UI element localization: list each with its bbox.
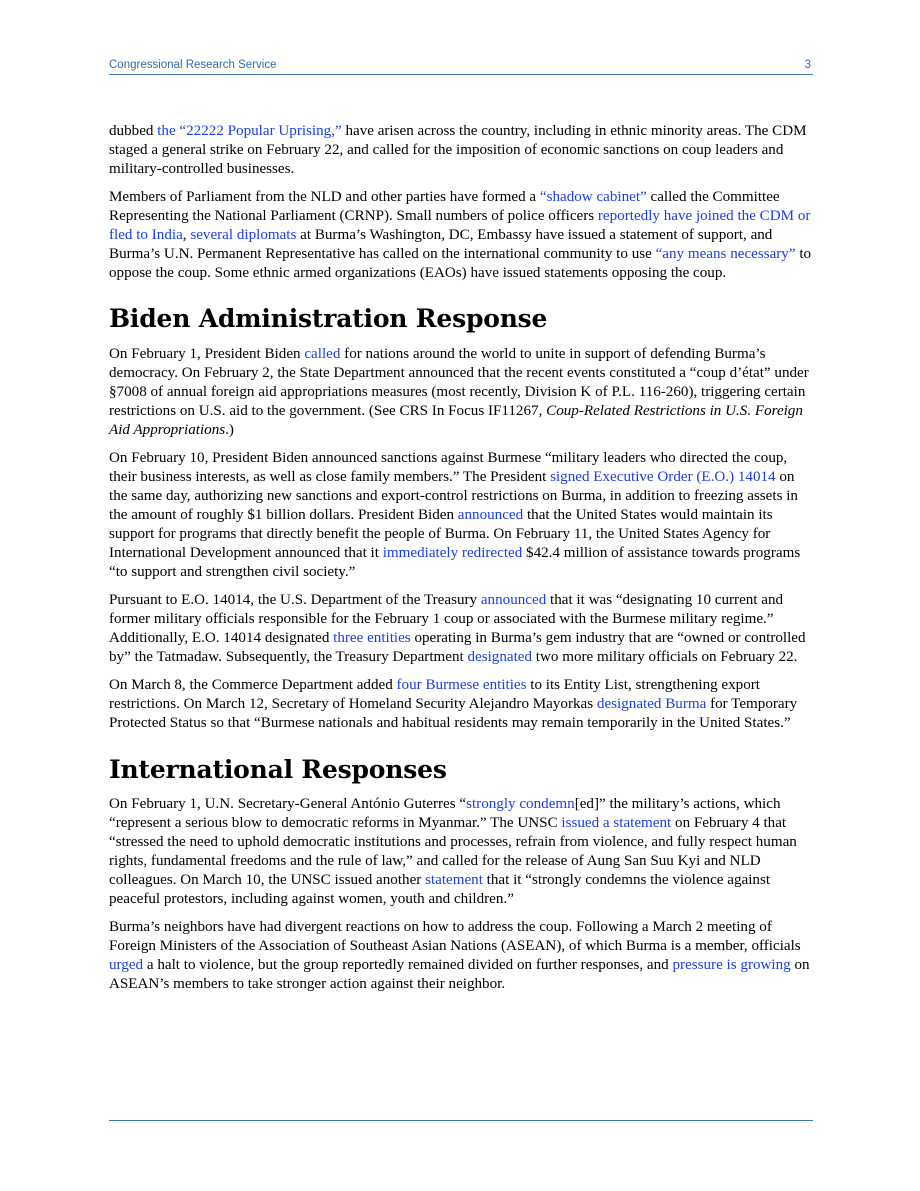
link-strongly-condemn[interactable]: strongly condemn: [466, 796, 575, 812]
link-urged[interactable]: urged: [109, 957, 144, 973]
text-span: [ed]” the military’s actions, which “represent a serious blow to democratic reforms in Myanmar.” The UNSC: [109, 796, 781, 831]
page-number: 3: [804, 59, 811, 71]
text-span: on February 4 that “stressed the need to uphold democratic institutions and processes, refrain from violence, and fully respect human rights, fundamental freedoms and the rule of law,” and called for the release of Aung San Suu Kyi and NLD colleagues. On March 10, the UNSC issued another: [109, 815, 797, 888]
link-designated-burma[interactable]: designated Burma: [596, 696, 707, 712]
heading-international-responses: International Responses: [109, 755, 447, 784]
paragraph-un: [109, 795, 813, 909]
text-span: that it was “designating 10 current and former military officials responsible for the February 1 coup or associated with the Burmese military regime.” Additionally, E.O. 14014 designated: [109, 592, 784, 646]
link-treasury-announced[interactable]: announced: [480, 592, 547, 608]
link-executive-order[interactable]: signed Executive Order (E.O.) 14014: [550, 469, 776, 485]
link-called[interactable]: called: [304, 346, 341, 362]
link-popular-uprising[interactable]: the “22222 Popular Uprising,”: [157, 123, 342, 139]
text-span: on the same day, authorizing new sanctions and export-control restrictions on Burma, in addition to freezing assets in the amount of roughly $1 billion dollars. President Biden: [109, 469, 798, 523]
paragraph-commerce: [109, 676, 813, 733]
text-span: On February 10, President Biden announced sanctions against Burmese “military leaders who directed the coup, their business interests, as well as close family members.” The President: [109, 450, 788, 485]
paragraph-treasury: [109, 591, 813, 667]
text-span: two more military officials on February 22.: [532, 649, 798, 665]
text-span: .): [225, 422, 234, 438]
text-span: Members of Parliament from the NLD and other parties have formed a: [109, 189, 540, 205]
text-span: Pursuant to E.O. 14014, the U.S. Department of the Treasury: [109, 592, 481, 608]
link-statement[interactable]: statement: [425, 872, 483, 888]
text-span: to oppose the coup. Some ethnic armed organizations (EAOs) have issued statements opposing the coup.: [109, 246, 812, 281]
text-span: that it “strongly condemns the violence against peaceful protestors, including against women, youth and children.”: [109, 872, 771, 907]
link-several-diplomats[interactable]: several diplomats: [190, 227, 297, 243]
text-span: a halt to violence, but the group reportedly remained divided on further responses, and: [143, 957, 673, 973]
text-span: On March 8, the Commerce Department added: [109, 677, 397, 693]
link-four-burmese-entities[interactable]: four Burmese entities: [396, 677, 527, 693]
link-three-entities[interactable]: three entities: [333, 630, 411, 646]
link-any-means-necessary[interactable]: “any means necessary”: [655, 246, 796, 262]
link-issued-a-statement[interactable]: issued a statement: [561, 815, 672, 831]
paragraph-cdm: [109, 122, 813, 179]
report-title-italic: Coup-Related Restrictions in U.S. Foreign Aid Appropriations: [109, 403, 803, 438]
paragraph-parliament: [109, 188, 813, 283]
document-body: [109, 122, 813, 1003]
text-span: called the Committee Representing the National Parliament (CRNP). Small numbers of police officers: [109, 189, 780, 224]
text-span: dubbed: [109, 123, 158, 139]
text-span: $42.4 million of assistance towards programs “to support and strengthen civil society.”: [109, 545, 801, 580]
text-span: on ASEAN’s members to take stronger action against their neighbor.: [109, 957, 810, 992]
link-designated[interactable]: designated: [467, 649, 533, 665]
paragraph-biden-sanctions: [109, 449, 813, 582]
text-span: to its Entity List, strengthening export restrictions. On March 12, Secretary of Homeland Security Alejandro Mayorkas: [109, 677, 760, 712]
page-header: [109, 58, 813, 75]
paragraph-asean: [109, 918, 813, 994]
text-span: for nations around the world to unite in support of defending Burma’s democracy. On February 2, the State Department announced that the recent events constituted a “coup d’état” under §7008 of annual foreign aid appropriations measures (most recently, Division K of P.L. 116-260), triggering certain restrictions on U.S. aid to the government. (See CRS In Focus IF11267,: [109, 346, 809, 419]
text-span: have arisen across the country, including in ethnic minority areas. The CDM staged a general strike on February 22, and called for the imposition of economic sanctions on coup leaders and military-controlled businesses.: [109, 123, 807, 177]
text-span: On February 1, President Biden: [109, 346, 305, 362]
link-police-reportedly[interactable]: reportedly have joined the CDM or fled to India: [109, 208, 811, 243]
text-span: operating in Burma’s gem industry that are “owned or controlled by” the Tatmadaw. Subsequently, the Treasury Department: [109, 630, 806, 665]
text-span: for Temporary Protected Status so that “Burmese nationals and habitual residents may remain temporarily in the United States.”: [109, 696, 798, 731]
text-span: ,: [182, 227, 191, 243]
link-immediately-redirected[interactable]: immediately redirected: [382, 545, 523, 561]
text-span: Burma’s neighbors have had divergent reactions on how to address the coup. Following a March 2 meeting of Foreign Ministers of the Association of Southeast Asian Nations (ASEAN), of which Burma is a member, officials: [109, 919, 801, 954]
link-pressure-is-growing[interactable]: pressure is growing: [672, 957, 791, 973]
heading-biden-response: Biden Administration Response: [109, 304, 548, 333]
text-span: that the United States would maintain its support for programs that directly benefit the people of Burma. On February 11, the United States Agency for International Development announced that it: [109, 507, 773, 561]
text-span: On February 1, U.N. Secretary-General António Guterres “: [109, 796, 467, 812]
footer-rule: [109, 1120, 813, 1121]
paragraph-biden-feb1: [109, 345, 813, 440]
text-span: at Burma’s Washington, DC, Embassy have issued a statement of support, and Burma’s U.N. Permanent Representative has called on the international community to use: [109, 227, 773, 262]
link-announced-support[interactable]: announced: [457, 507, 524, 523]
header-org-name: Congressional Research Service: [109, 59, 277, 71]
link-shadow-cabinet[interactable]: “shadow cabinet”: [539, 189, 647, 205]
